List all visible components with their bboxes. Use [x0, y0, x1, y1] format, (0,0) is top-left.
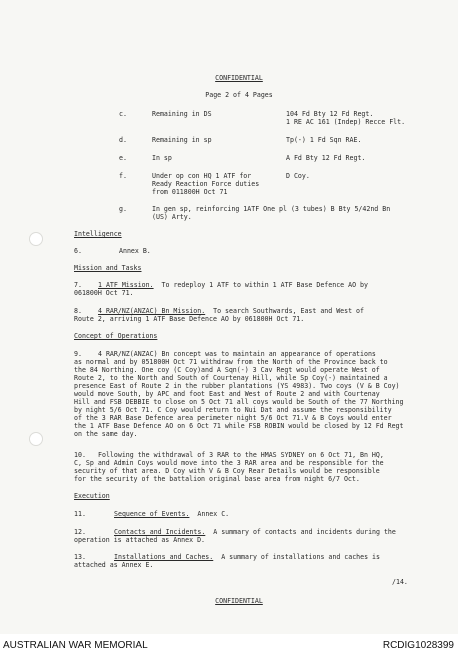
list-label: Remaining in sp [152, 136, 212, 144]
paragraph-number: 11. [74, 510, 86, 518]
list-label: (US) Arty. [152, 213, 192, 221]
paragraph-text [114, 510, 229, 518]
paragraph-line: Hill and FSB DEBBIE to close on 5 Oct 71 all coys would be South of the 77 Northing [74, 398, 404, 406]
paragraph-line: operation is attached as Annex D. [74, 536, 206, 544]
paragraph-line: by night 5/6 Oct 71. C Coy would return to Nui Dat and assume the responsibility [74, 406, 392, 414]
paragraph-line: the 84 Northing. One coy (C Coy)and A Sqn(-) 3 Cav Regt would operate West of [74, 366, 380, 374]
list-detail: Tp(-) 1 Fd Sqn RAE. [286, 136, 362, 144]
paragraph-text [98, 281, 368, 289]
paragraph-line: for the security of the battalion original base area from night 6/7 Oct. [74, 475, 360, 483]
paragraph-line: would move South, by APC and foot East and West of Route 2 and with Courtenay [74, 390, 380, 398]
section-heading-execution: Execution [74, 492, 110, 500]
paragraph-title: Sequence of Events. [114, 510, 190, 518]
paragraph-line: A summary of installations and caches is [221, 553, 380, 561]
paragraph-line: attached as Annex E. [74, 561, 154, 569]
punch-hole [29, 432, 43, 446]
list-detail: 1 RE AC 161 (Indep) Recce Flt. [286, 118, 406, 126]
paragraph-number: 10. [74, 451, 86, 459]
archive-footer [0, 634, 458, 654]
punch-hole [29, 232, 43, 246]
section-heading-intelligence: Intelligence [74, 230, 122, 238]
list-letter: f. [119, 172, 127, 180]
paragraph-line: security of that area. D Coy with V & B Coy Rear Details would be responsible [74, 467, 380, 475]
paragraph-line: 061800H Oct 71. [74, 289, 134, 297]
archive-reference: RCDIG1028399 [382, 640, 454, 651]
list-label: Remaining in DS [152, 110, 212, 118]
paragraph-number: 9. [74, 350, 82, 358]
list-letter: d. [119, 136, 127, 144]
paragraph-title: 1 ATF Mission. [98, 281, 154, 289]
paragraph-title: Installations and Caches. [114, 553, 214, 561]
paragraph-text [114, 528, 396, 536]
list-detail: A Fd Bty 12 Fd Regt. [286, 154, 366, 162]
paragraph-text: Annex B. [119, 247, 151, 255]
list-letter: c. [119, 110, 127, 118]
paragraph-line: Following the withdrawal of 3 RAR to the HMAS SYDNEY on 6 Oct 71, Bn HQ, [98, 451, 384, 459]
paragraph-line: presence East of Route 2 in the rubber plantations (YS 4983). Two coys (V & B Coy) [74, 382, 400, 390]
paragraph-number: 12. [74, 528, 86, 536]
paragraph-line: on the same day. [74, 430, 138, 438]
paragraph-number: 6. [74, 247, 82, 255]
paragraph-line: of the 3 RAR Base Defence area perimeter night 5/6 Oct 71.V & B Coys would enter [74, 414, 392, 422]
paragraph-line: To search Southwards, East and West of [213, 307, 364, 315]
list-detail: D Coy. [286, 172, 310, 180]
paragraph-number: 8. [74, 307, 82, 315]
paragraph-line: A summary of contacts and incidents during the [213, 528, 396, 536]
page-number: Page 2 of 4 Pages [205, 91, 273, 99]
continuation-marker: /14. [392, 578, 408, 586]
paragraph-number: 13. [74, 553, 86, 561]
list-label: Ready Reaction Force duties [152, 180, 260, 188]
list-label: In gen sp, reinforcing 1ATF One pl (3 tubes) B Bty 5/42nd Bn [152, 205, 391, 213]
list-letter: e. [119, 154, 127, 162]
list-detail: 104 Fd Bty 12 Fd Regt. [286, 110, 374, 118]
paragraph-text [114, 553, 380, 561]
paragraph-title: Contacts and Incidents. [114, 528, 206, 536]
classification-footer: CONFIDENTIAL [215, 597, 263, 605]
paragraph-line: Annex C. [197, 510, 230, 518]
paragraph-line: the 1 ATF Base Defence AO on 6 Oct 71 while FSB ROBIN would be closed by 12 Fd Regt [74, 422, 404, 430]
paragraph-text [98, 307, 364, 315]
section-heading-mission: Mission and Tasks [74, 264, 142, 272]
list-label: In sp [152, 154, 172, 162]
classification-header: CONFIDENTIAL [215, 74, 263, 82]
list-letter: g. [119, 205, 127, 213]
paragraph-line: as normal and by 051800H Oct 71 withdraw from the North of the Province back to [74, 358, 388, 366]
list-label: Under op con HQ 1 ATF for [152, 172, 252, 180]
paragraph-line: Route 2, arriving 1 ATF Base Defence AO by 061800H Oct 71. [74, 315, 305, 323]
archive-name: AUSTRALIAN WAR MEMORIAL [3, 640, 148, 651]
paragraph-line: C, Sp and Admin Coys would move into the 3 RAR area and be responsible for the [74, 459, 384, 467]
paragraph-line: 4 RAR/NZ(ANZAC) Bn concept was to maintain an appearance of operations [98, 350, 376, 358]
paragraph-line: To redeploy 1 ATF to within 1 ATF Base Defence AO by [161, 281, 368, 289]
list-label: from 011800H Oct 71 [152, 188, 228, 196]
paragraph-line: Route 2, to the North and South of Courtenay Hill, while Sp Coy(-) maintained a [74, 374, 388, 382]
paragraph-number: 7. [74, 281, 82, 289]
paragraph-title: 4 RAR/NZ(ANZAC) Bn Mission. [98, 307, 206, 315]
section-heading-concept: Concept of Operations [74, 332, 158, 340]
